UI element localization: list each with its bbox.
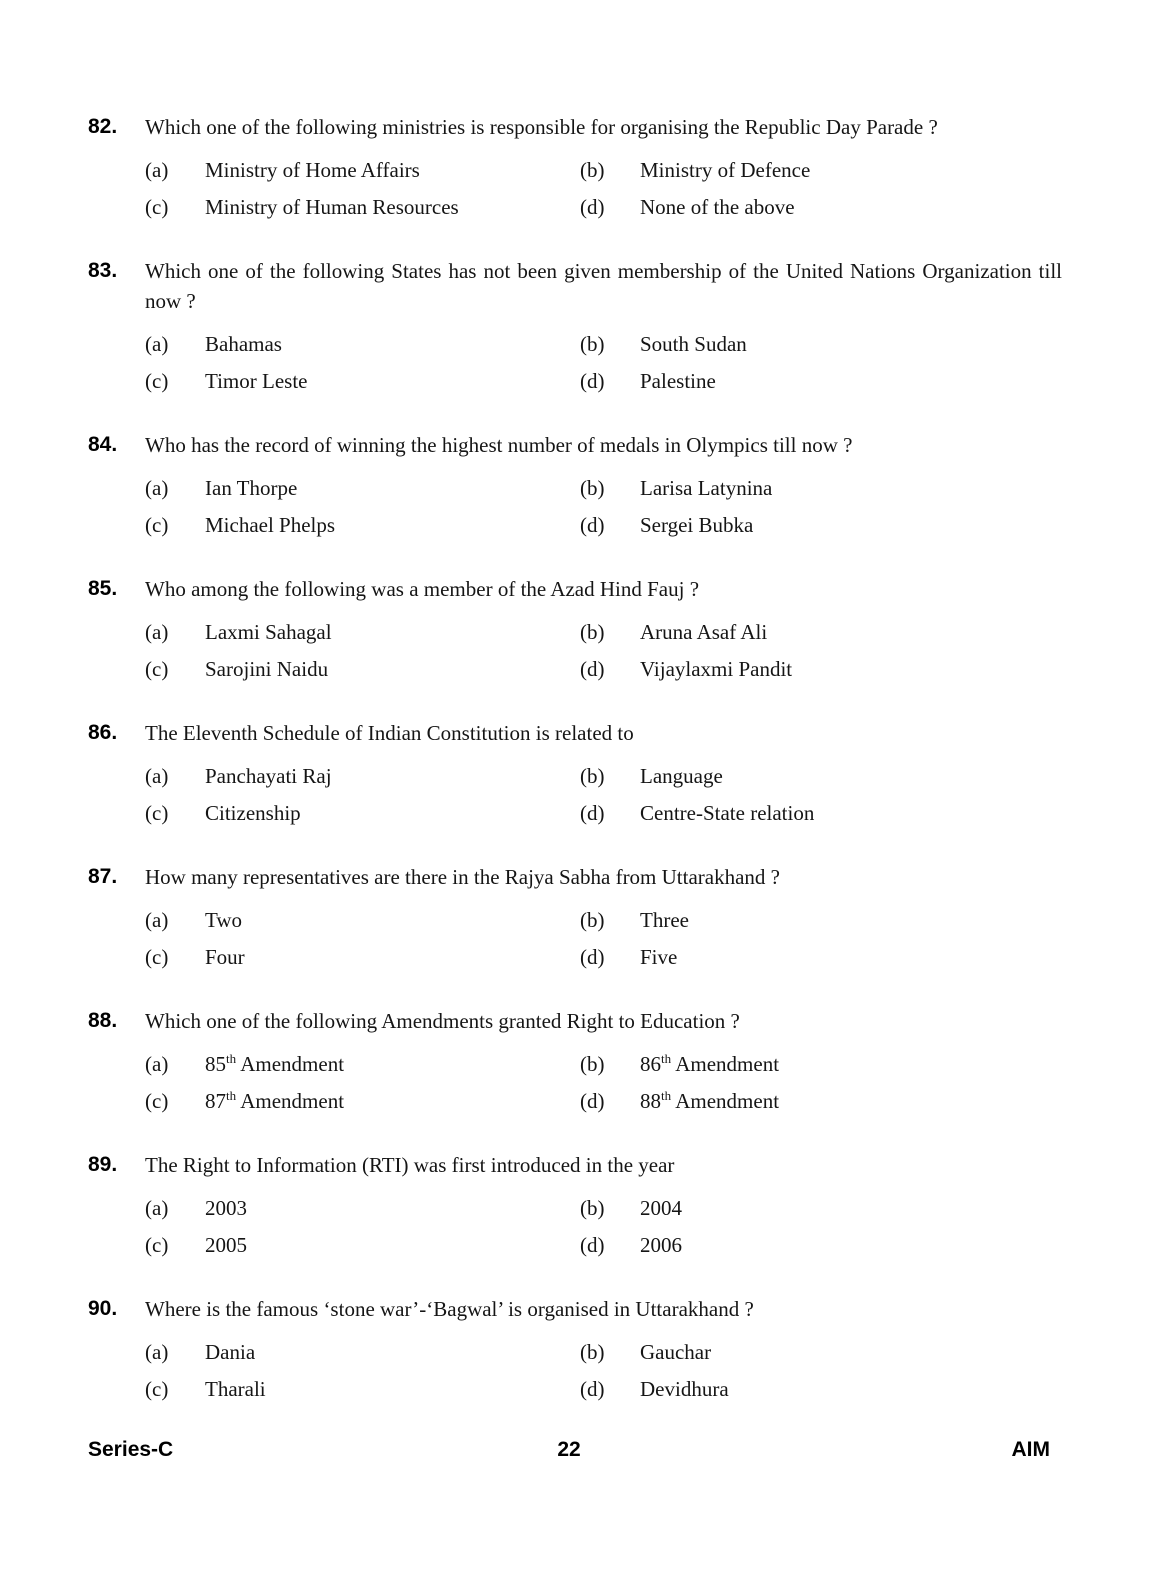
options-grid [145, 614, 1062, 688]
option-a [145, 1190, 580, 1227]
options-grid [145, 758, 1062, 832]
option-a [145, 614, 580, 651]
option-label: (d) [580, 1089, 605, 1113]
question-88 [88, 1006, 1153, 1120]
question-number: 84. [88, 433, 118, 456]
options-grid [145, 152, 1062, 226]
option-label: (a) [145, 332, 169, 356]
option-word: Amendment [671, 1052, 780, 1076]
option-label: (d) [580, 1377, 605, 1401]
option-text: Ministry of Human Resources [205, 195, 459, 219]
option-label: (d) [580, 369, 605, 393]
option-text: Citizenship [205, 801, 301, 825]
question-body [145, 574, 1062, 688]
question-82 [88, 112, 1153, 226]
option-a [145, 470, 580, 507]
question-number: 83. [88, 259, 118, 282]
question-number: 85. [88, 577, 118, 600]
option-text: Palestine [640, 369, 716, 393]
option-b [580, 614, 1062, 651]
option-label: (b) [580, 908, 605, 932]
option-text: Panchayati Raj [205, 764, 332, 788]
ordinal-suffix: th [226, 1051, 237, 1066]
question-number: 87. [88, 865, 118, 888]
option-label: (c) [145, 1233, 169, 1257]
option-b [580, 902, 1062, 939]
question-body [145, 1006, 1062, 1120]
option-label: (c) [145, 513, 169, 537]
page-footer [88, 1438, 1153, 1462]
question-text: Who among the following was a member of the Azad Hind Fauj ? [145, 577, 700, 601]
option-d [580, 651, 1062, 688]
option-c [145, 651, 580, 688]
option-word: Amendment [236, 1089, 345, 1113]
question-text: Where is the famous ‘stone war’-‘Bagwal’ is organised in Uttarakhand ? [145, 1297, 754, 1321]
option-b [580, 758, 1062, 795]
question-number: 90. [88, 1297, 118, 1320]
option-label: (b) [580, 476, 605, 500]
option-text: Two [205, 908, 243, 932]
question-text: Which one of the following ministries is responsible for organising the Republic Day Parade ? [145, 115, 938, 139]
option-text: 2004 [640, 1196, 682, 1220]
option-label: (d) [580, 657, 605, 681]
question-body [145, 1150, 1062, 1264]
option-a [145, 152, 580, 189]
question-body [145, 112, 1062, 226]
option-text: Timor Leste [205, 369, 308, 393]
option-label: (b) [580, 1052, 605, 1076]
option-d [580, 939, 1062, 976]
option-text: Three [640, 908, 689, 932]
option-b [580, 1334, 1062, 1371]
option-label: (b) [580, 1340, 605, 1364]
option-text: None of the above [640, 195, 795, 219]
question-text: Which one of the following Amendments granted Right to Education ? [145, 1009, 740, 1033]
option-d [580, 189, 1062, 226]
question-body [145, 1294, 1062, 1408]
ordinal-number: 87 [205, 1089, 226, 1113]
option-text: Michael Phelps [205, 513, 336, 537]
question-number: 89. [88, 1153, 118, 1176]
option-text: Sergei Bubka [640, 513, 754, 537]
question-90 [88, 1294, 1153, 1408]
option-text [640, 1052, 779, 1076]
option-b [580, 1046, 1062, 1083]
option-text: Aruna Asaf Ali [640, 620, 768, 644]
question-text: Which one of the following States has not been given membership of the United Nations Organization till now ? [145, 259, 1062, 313]
option-d [580, 1083, 1062, 1120]
options-grid [145, 1046, 1062, 1120]
question-text: The Eleventh Schedule of Indian Constitution is related to [145, 721, 634, 745]
option-b [580, 326, 1062, 363]
option-word: Amendment [236, 1052, 345, 1076]
option-label: (d) [580, 195, 605, 219]
question-text: The Right to Information (RTI) was first introduced in the year [145, 1153, 675, 1177]
option-text: Bahamas [205, 332, 282, 356]
question-body [145, 430, 1062, 544]
option-text: Sarojini Naidu [205, 657, 329, 681]
option-a [145, 1046, 580, 1083]
question-body [145, 718, 1062, 832]
option-label: (c) [145, 369, 169, 393]
option-label: (d) [580, 945, 605, 969]
option-text: Tharali [205, 1377, 266, 1401]
option-label: (a) [145, 620, 169, 644]
option-label: (a) [145, 1340, 169, 1364]
option-c [145, 939, 580, 976]
option-word: Amendment [671, 1089, 780, 1113]
option-b [580, 470, 1062, 507]
option-text: Gauchar [640, 1340, 712, 1364]
question-body [145, 256, 1062, 400]
option-label: (b) [580, 332, 605, 356]
option-a [145, 326, 580, 363]
option-label: (a) [145, 1196, 169, 1220]
option-text: Dania [205, 1340, 256, 1364]
option-text: Ian Thorpe [205, 476, 298, 500]
option-label: (b) [580, 764, 605, 788]
option-text: Language [640, 764, 723, 788]
options-grid [145, 1190, 1062, 1264]
option-text: 2006 [640, 1233, 682, 1257]
option-label: (a) [145, 764, 169, 788]
option-text: South Sudan [640, 332, 747, 356]
option-text [640, 1089, 779, 1113]
option-c [145, 507, 580, 544]
option-d [580, 507, 1062, 544]
option-label: (a) [145, 908, 169, 932]
option-c [145, 1083, 580, 1120]
options-grid [145, 902, 1062, 976]
page-number: 22 [557, 1438, 581, 1461]
option-label: (d) [580, 1233, 605, 1257]
option-label: (b) [580, 158, 605, 182]
question-86 [88, 718, 1153, 832]
option-text: Five [640, 945, 678, 969]
option-label: (c) [145, 945, 169, 969]
question-number: 82. [88, 115, 118, 138]
option-text: Centre-State relation [640, 801, 815, 825]
options-grid [145, 470, 1062, 544]
option-d [580, 1227, 1062, 1264]
option-text [205, 1089, 344, 1113]
option-label: (c) [145, 801, 169, 825]
option-c [145, 1227, 580, 1264]
option-text: Four [205, 945, 245, 969]
question-number: 88. [88, 1009, 118, 1032]
question-text: Who has the record of winning the highest number of medals in Olympics till now ? [145, 433, 853, 457]
question-84 [88, 430, 1153, 544]
option-a [145, 902, 580, 939]
option-label: (b) [580, 620, 605, 644]
option-text [205, 1052, 344, 1076]
ordinal-suffix: th [226, 1088, 237, 1103]
option-label: (a) [145, 1052, 169, 1076]
options-grid [145, 1334, 1062, 1408]
question-85 [88, 574, 1153, 688]
option-label: (a) [145, 158, 169, 182]
option-c [145, 795, 580, 832]
ordinal-number: 86 [640, 1052, 661, 1076]
option-text: Ministry of Home Affairs [205, 158, 420, 182]
option-label: (d) [580, 513, 605, 537]
option-a [145, 1334, 580, 1371]
ordinal-number: 88 [640, 1089, 661, 1113]
option-label: (c) [145, 1377, 169, 1401]
option-label: (c) [145, 195, 169, 219]
series-label: Series-C [88, 1438, 174, 1461]
ordinal-suffix: th [661, 1051, 672, 1066]
option-d [580, 795, 1062, 832]
option-text: Larisa Latynina [640, 476, 773, 500]
question-number: 86. [88, 721, 118, 744]
option-text: Ministry of Defence [640, 158, 811, 182]
ordinal-number: 85 [205, 1052, 226, 1076]
question-83 [88, 256, 1153, 400]
option-b [580, 1190, 1062, 1227]
question-text: How many representatives are there in the Rajya Sabha from Uttarakhand ? [145, 865, 781, 889]
options-grid [145, 326, 1062, 400]
option-text: Devidhura [640, 1377, 729, 1401]
option-d [580, 1371, 1062, 1408]
aim-label: AIM [1011, 1438, 1050, 1461]
option-b [580, 152, 1062, 189]
option-label: (c) [145, 657, 169, 681]
option-text: 2003 [205, 1196, 247, 1220]
option-label: (a) [145, 476, 169, 500]
option-a [145, 758, 580, 795]
question-89 [88, 1150, 1153, 1264]
question-body [145, 862, 1062, 976]
option-label: (c) [145, 1089, 169, 1113]
option-c [145, 363, 580, 400]
question-87 [88, 862, 1153, 976]
option-c [145, 189, 580, 226]
option-c [145, 1371, 580, 1408]
option-text: Vijaylaxmi Pandit [640, 657, 793, 681]
option-label: (b) [580, 1196, 605, 1220]
option-text: 2005 [205, 1233, 247, 1257]
option-text: Laxmi Sahagal [205, 620, 332, 644]
ordinal-suffix: th [661, 1088, 672, 1103]
option-label: (d) [580, 801, 605, 825]
option-d [580, 363, 1062, 400]
